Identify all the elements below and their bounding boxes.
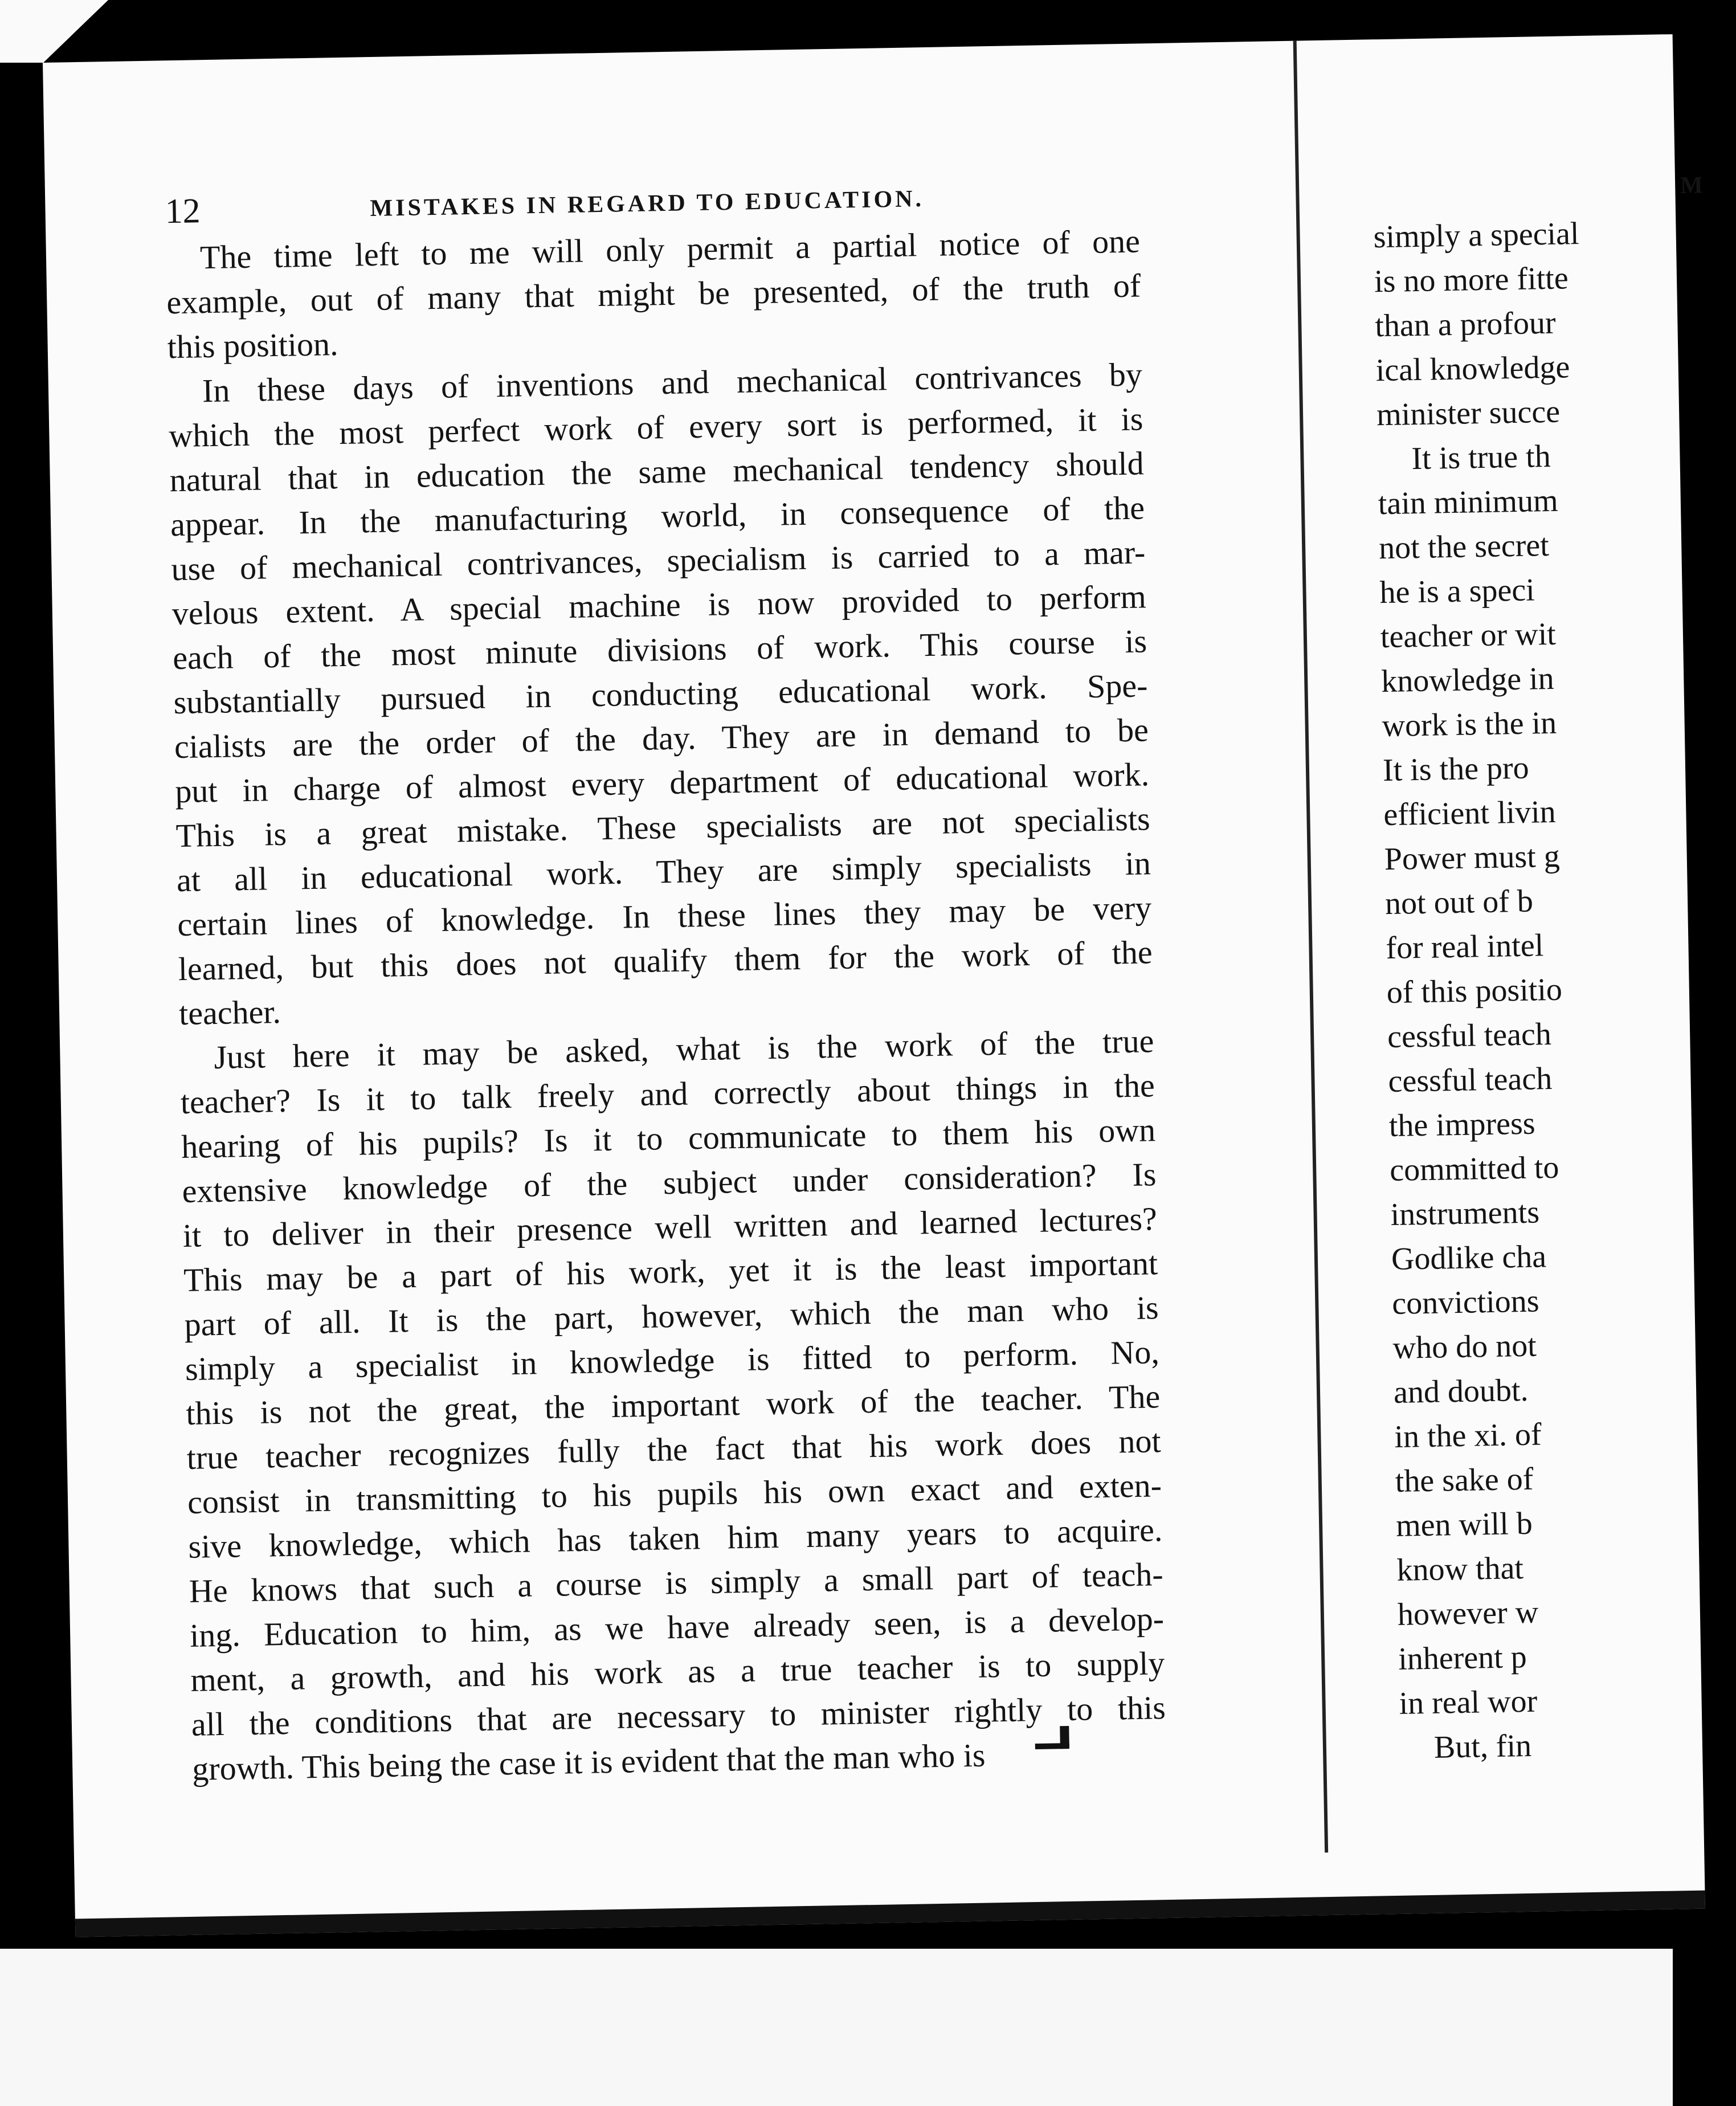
text-line: hearing of his pupils? Is it to communicate to them his own — [181, 1111, 1156, 1166]
text-line: In these days of inventions and mechanical contrivances by — [202, 356, 1143, 410]
text-line: teacher. — [178, 993, 281, 1032]
text-line: learned, but this does not qualify them for the work of the — [178, 933, 1153, 988]
text-line: inherent p — [1398, 1639, 1527, 1677]
right-running-head: M — [1680, 172, 1706, 199]
page-number: 12 — [164, 191, 201, 231]
text-line: Godlike cha — [1391, 1239, 1547, 1278]
text-line: ical knowledge — [1375, 349, 1570, 389]
text-line: all the conditions that are necessary to minister rightly to this — [191, 1689, 1166, 1743]
text-line: cessful teach — [1388, 1061, 1553, 1100]
text-line: the sake of — [1395, 1461, 1534, 1499]
text-line: efficient livin — [1383, 794, 1557, 833]
catchword-bracket — [1035, 1726, 1069, 1749]
text-line: cialists are the order of the day. They are in demand to be — [174, 711, 1149, 766]
text-line: sive knowledge, which has taken him many years to acquire. — [187, 1511, 1163, 1565]
right-page — [1373, 165, 1721, 1851]
text-line: part of all. It is the part, however, which the man who is — [184, 1289, 1159, 1343]
scan-margin — [0, 1949, 1673, 2106]
text-line: But, fin — [1433, 1728, 1532, 1765]
text-line: Just here it may be asked, what is the work of the true — [213, 1022, 1154, 1076]
text-line: extensive knowledge of the subject under consideration? Is — [182, 1156, 1157, 1210]
text-line: consist in transmitting to his pupils his own exact and exten- — [187, 1467, 1162, 1521]
text-line: men will b — [1395, 1505, 1533, 1544]
text-line: in real wor — [1399, 1683, 1538, 1721]
text-line: convictions — [1391, 1283, 1540, 1321]
text-line: certain lines of knowledge. In these lines they may be very — [177, 889, 1152, 944]
text-line: instruments — [1390, 1194, 1540, 1233]
text-line: It is the pro — [1382, 750, 1530, 789]
text-line: each of the most minute divisions of work. This course is — [172, 622, 1147, 677]
text-line: is no more fitte — [1374, 260, 1569, 300]
text-line: knowledge in — [1380, 660, 1555, 700]
book-gutter — [1293, 41, 1328, 1853]
text-line: true teacher recognizes fully the fact that his work does not — [186, 1422, 1162, 1476]
text-line: natural that in education the same mechanical tendency should — [169, 444, 1145, 499]
text-line: of this positio — [1386, 972, 1563, 1011]
text-line: use of mechanical contrivances, specialism is carried to a mar- — [170, 533, 1146, 588]
book-spread — [43, 34, 1705, 1937]
text-line: this is not the great, the important work of the teacher. The — [185, 1378, 1161, 1432]
text-line: this position. — [167, 325, 338, 366]
text-line: work is the in — [1382, 705, 1557, 744]
running-head: MISTAKES IN REGARD TO EDUCATION. — [370, 186, 925, 222]
text-line: it to deliver in their presence well written and learned lectures? — [182, 1200, 1158, 1255]
text-line: growth. This being the case it is evident that the man who is — [191, 1736, 986, 1787]
text-line: not out of b — [1384, 883, 1534, 922]
text-line: appear. In the manufacturing world, in consequence of the — [170, 489, 1145, 544]
text-line: teacher? Is it to talk freely and correctly about things in the — [180, 1067, 1155, 1121]
text-line: put in charge of almost every department of educational work. — [174, 756, 1150, 810]
text-line: This may be a part of his work, yet it is the least important — [183, 1244, 1158, 1299]
text-line: teacher or wit — [1380, 616, 1557, 655]
text-line: simply a specialist in knowledge is fitted to perform. No, — [185, 1333, 1160, 1387]
text-line: at all in educational work. They are simply specialists in — [176, 844, 1151, 899]
torn-paper-scrap — [0, 0, 108, 63]
text-line: know that — [1396, 1550, 1524, 1588]
text-line: which the most perfect work of every sort is performed, it is — [168, 400, 1143, 455]
text-line: not the secret — [1378, 527, 1550, 566]
text-line: Power must g — [1384, 838, 1561, 877]
text-line: He knows that such a course is simply a small part of teach- — [189, 1556, 1164, 1610]
text-line: and doubt. — [1393, 1372, 1529, 1410]
left-page — [164, 174, 1166, 1787]
text-line: he is a speci — [1379, 572, 1535, 611]
text-line: cessful teach — [1387, 1017, 1552, 1055]
text-line: in the xi. of — [1394, 1417, 1542, 1455]
text-line: the impress — [1388, 1105, 1536, 1144]
text-line: minister succe — [1376, 394, 1561, 433]
text-line: The time left to me will only permit a partial notice of one — [199, 222, 1141, 276]
text-line: This is a great mistake. These specialists are not specialists — [175, 800, 1151, 855]
text-line: velous extent. A special machine is now provided to perform — [171, 578, 1147, 632]
text-line: substantially pursued in conducting educational work. Spe- — [173, 667, 1148, 721]
text-line: example, out of many that might be presented, of the truth of — [166, 267, 1141, 321]
text-line: ment, a growth, and his work as a true teacher is to supply — [190, 1644, 1165, 1699]
bottom-rule — [75, 1891, 1705, 1937]
text-line: committed to — [1389, 1149, 1559, 1189]
text-line: however w — [1397, 1594, 1539, 1632]
text-line: It is true th — [1411, 438, 1551, 477]
text-line: than a profour — [1374, 305, 1557, 344]
text-line: who do not — [1392, 1328, 1537, 1366]
text-line: tain minimum — [1378, 483, 1559, 522]
text-line: for real intel — [1385, 928, 1544, 966]
text-line: ing. Education to him, as we have already seen, is a develop- — [189, 1600, 1165, 1654]
text-line: simply a special — [1373, 215, 1579, 255]
